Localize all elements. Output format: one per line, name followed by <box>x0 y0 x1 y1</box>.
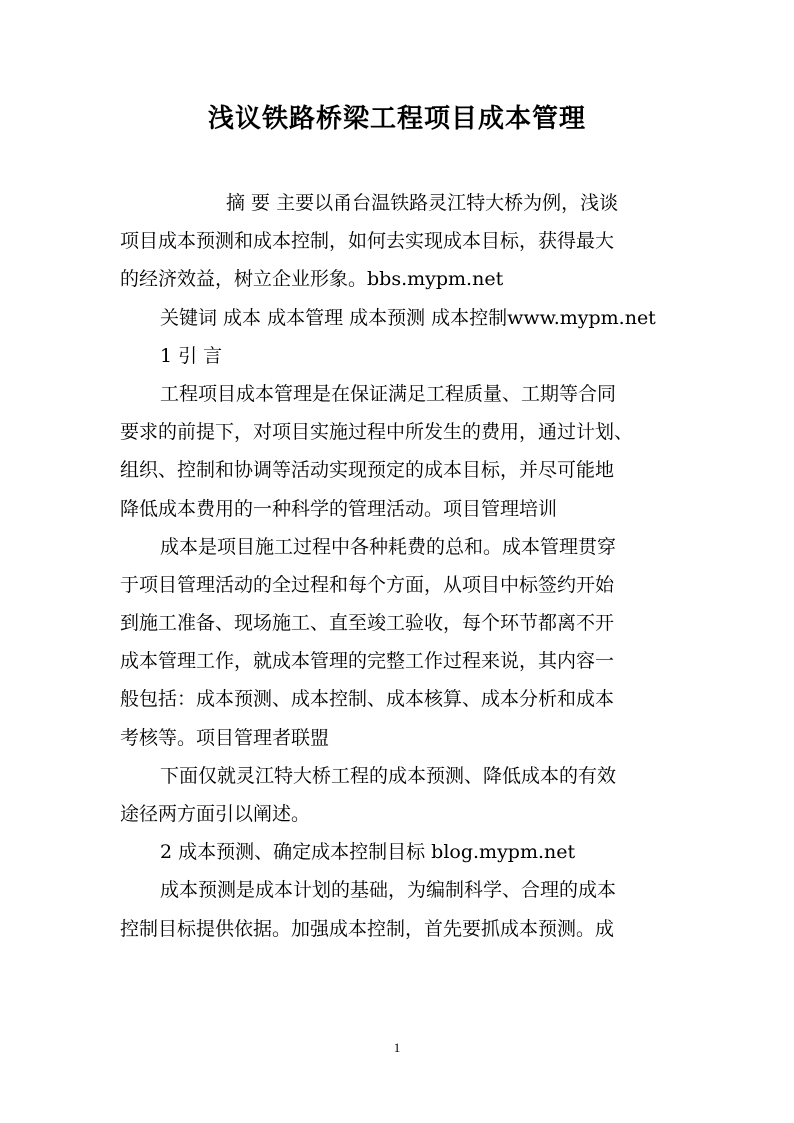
paragraph-line: 途径两方面引以阐述。 <box>120 803 311 825</box>
keywords-line: 关键词 成本 成本管理 成本预测 成本控制www.mypm.net <box>160 306 656 329</box>
paragraph-line: 下面仅就灵江特大桥工程的成本预测、降低成本的有效 <box>160 764 617 787</box>
paragraph-line: 成本管理工作，就成本管理的完整工作过程来说，其内容一 <box>120 650 615 673</box>
paragraph-line: 降低成本费用的一种科学的管理活动。项目管理培训 <box>120 497 558 520</box>
abstract-line: 的经济效益，树立企业形象。bbs.mypm.net <box>120 268 504 291</box>
body-paragraph-3 <box>120 757 680 833</box>
section-heading-introduction <box>120 337 680 375</box>
page-number: 1 <box>393 1040 401 1055</box>
paragraph-line: 成本预测是成本计划的基础，为编制科学、合理的成本 <box>160 879 617 902</box>
body-paragraph-1 <box>120 375 680 528</box>
paragraph-line: 要求的前提下，对项目实施过程中所发生的费用，通过计划、 <box>120 421 634 444</box>
paragraph-line: 工程项目成本管理是在保证满足工程质量、工期等合同 <box>160 382 617 405</box>
abstract-line: 项目成本预测和成本控制，如何去实现成本目标，获得最大 <box>120 230 615 253</box>
body-paragraph-2 <box>120 528 680 757</box>
paragraph-line: 成本是项目施工过程中各种耗费的总和。成本管理贯穿 <box>160 535 617 558</box>
abstract-line: 摘 要 主要以甬台温铁路灵江特大桥为例，浅谈 <box>226 192 619 214</box>
keywords-paragraph <box>120 299 680 337</box>
paragraph-line: 组织、控制和协调等活动实现预定的成本目标，并尽可能地 <box>120 459 615 482</box>
body-paragraph-4 <box>120 871 680 947</box>
paragraph-line: 般包括：成本预测、成本控制、成本核算、成本分析和成本 <box>120 688 615 711</box>
abstract-paragraph <box>120 184 680 299</box>
document-title: 浅议铁路桥梁工程项目成本管理 <box>207 104 586 134</box>
paragraph-line: 到施工准备、现场施工、直至竣工验收，每个环节都离不开 <box>120 612 615 635</box>
section-heading-text: 1 引 言 <box>160 344 223 367</box>
paragraph-line: 考核等。项目管理者联盟 <box>120 726 330 749</box>
document-body <box>120 184 680 948</box>
paragraph-line: 控制目标提供依据。加强成本控制，首先要抓成本预测。成 <box>120 917 615 940</box>
section-heading-text: 2 成本预测、确定成本控制目标 blog.mypm.net <box>160 841 576 864</box>
section-heading-cost-forecast <box>120 833 680 871</box>
paragraph-line: 于项目管理活动的全过程和每个方面，从项目中标签约开始 <box>120 573 615 596</box>
